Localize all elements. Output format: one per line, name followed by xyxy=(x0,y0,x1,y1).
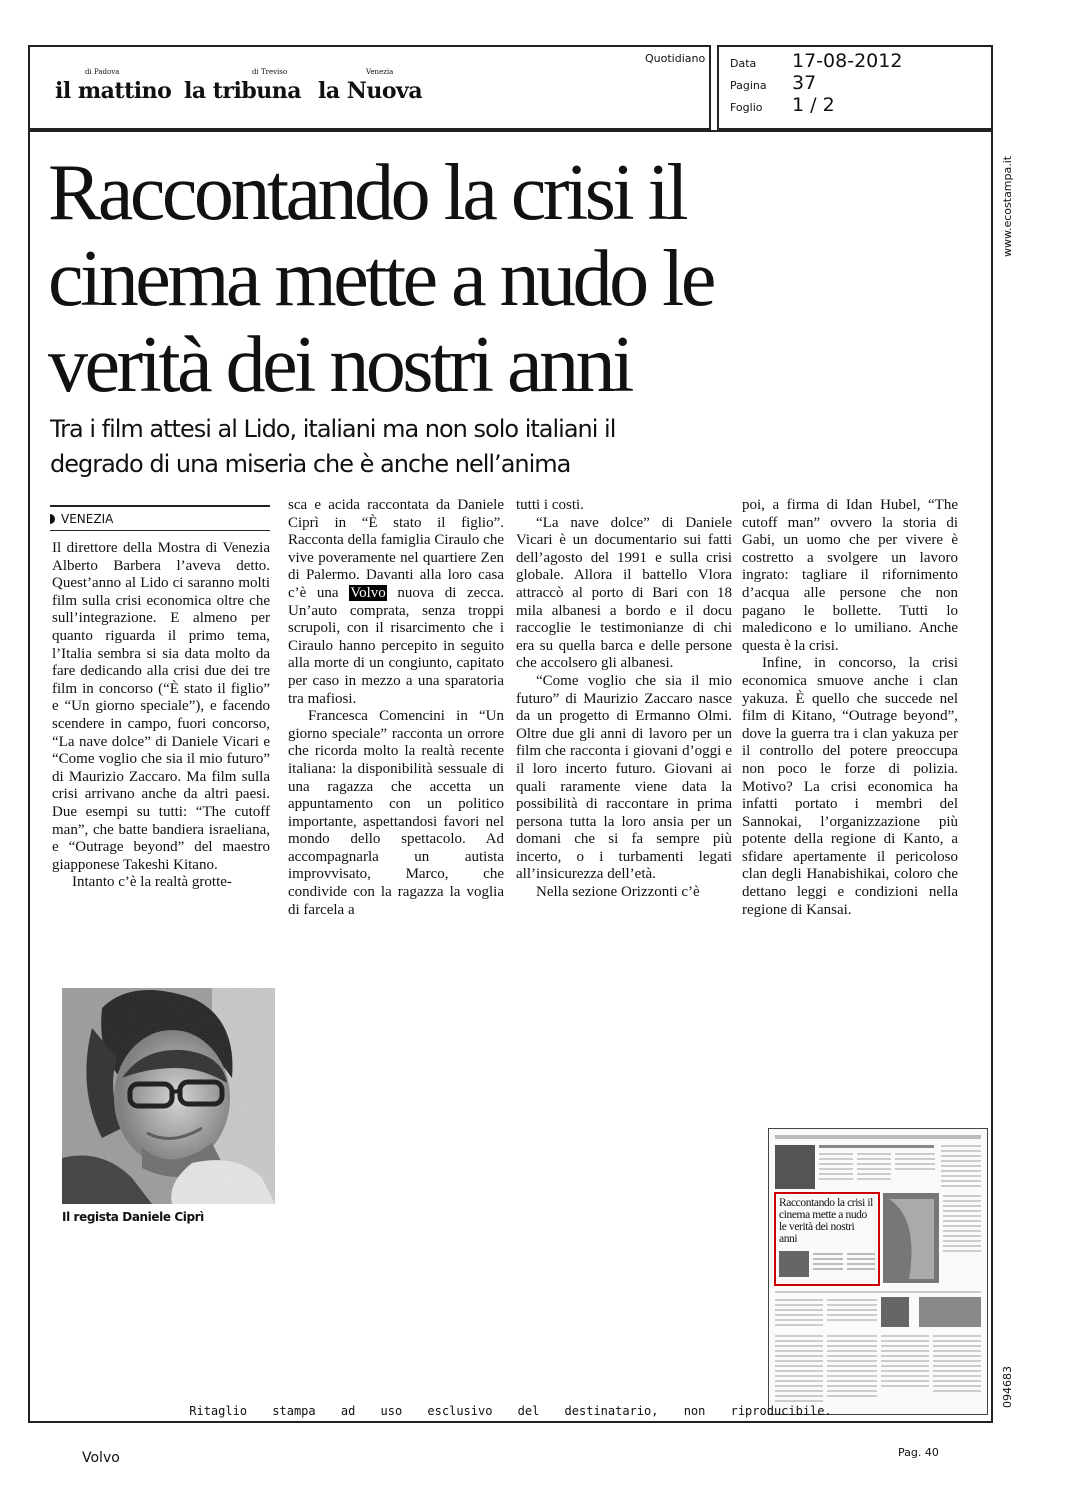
paragraph: “Come voglio che sia il mio futuro” di Maurizio Zaccaro nasce da un progetto di Ermanno Olmi. Oltre due gli anni di lavoro per un film che racconta i giovani d’oggi e il loro incerto futuro. Giovani ai quali raramente viene data la possibilità di raccontare in prima persona tutta la loro ansia per un domani che si fa sempre più incerto, o i turbamenti legati all’insicurezza dell’età. xyxy=(516,672,732,883)
page-label: Volvo xyxy=(82,1450,120,1466)
publication-tag: Venezia xyxy=(366,68,394,76)
paragraph: Nella sezione Orizzonti c’è xyxy=(536,884,700,901)
portrait-image xyxy=(62,988,275,1204)
publication-il-mattino: di Padova il mattino xyxy=(55,68,172,104)
foglio-label: Foglio xyxy=(730,101,763,114)
article-column-3 xyxy=(516,497,732,902)
director-photo xyxy=(62,988,275,1204)
paragraph: tutti i costi. xyxy=(516,497,584,513)
thumbnail-headline: Raccontando la crisi il cinema mette a nudo le verità dei nostri anni xyxy=(779,1197,873,1245)
article-subheadline: Tra i film attesi al Lido, italiani ma non solo italiani il degrado di una miseria che è anche nell’anima xyxy=(50,415,616,478)
article-column-4 xyxy=(742,497,958,919)
highlighted-keyword: Volvo xyxy=(350,584,386,601)
pagina-label: Pagina xyxy=(730,79,767,92)
page-number: Pag. 40 xyxy=(898,1446,939,1459)
paragraph: Infine, in concorso, la crisi economica smuove anche i clan yakuza. È quello che succede nel film di Kitano, “Outrage beyond”, dove la guerra tra i clan yakuza per il controllo del potere preoccupa non poco le forze di polizia. Motivo? La crisi economica ha infatti portato i membri del Sannokai, l’organizzazione più potente della regione di Kanto, a sfidare apertamente il pericoloso clan degli Hanabishikai, coloro che dettano leggi e condizioni nella regione di Kansai. xyxy=(742,655,958,918)
article-kicker: VENEZIA xyxy=(50,505,270,531)
paragraph: Il direttore della Mostra di Venezia Alberto Barbera l’aveva detto. Quest’anno al Lido ci saranno molti film sulla crisi economica oltre che sull’integrazione. E almeno per quanto riguarda il primo tema, l’Italia sembra si sia data molto da fare dedicando alla crisi due dei tre film in concorso (“È stato il figlio” e “Un giorno speciale”), e facendo scendere in campo, fuori concorso, “La nave dolce” di Daniele Vicari e “Come voglio che sia il mio futuro” di Maurizio Zaccaro. Ma film sulla crisi arrivano anche da altri paesi. Due esempi su tutti: “The cutoff man”, che batte bandiera israeliana, e “Outrage beyond” del maestro giapponese Takeshi Kitano. xyxy=(52,540,270,873)
article-column-1 xyxy=(52,540,270,892)
kicker-marker-icon xyxy=(50,514,55,524)
data-label: Data xyxy=(730,57,757,70)
foglio-value: 1 / 2 xyxy=(792,94,835,116)
paragraph: sca e acida raccontata da Daniele Ciprì in “È stato il figlio”. Racconta della famiglia Ciraulo che vive poveramente nel quartiere Zen di Palermo. Davanti alla loro casa c’è una Volvo nuova di zecca. Un’auto comprata, senza troppi scrupoli, con il risarcimento che i Ciraulo hanno percepito in seguito alla morte di un congiunto, capitato per caso in mezzo a una sparatoria tra mafiosi. xyxy=(288,497,505,707)
publication-la-nuova: Venezia la Nuova xyxy=(318,68,423,104)
article-column-2 xyxy=(288,497,504,919)
data-value: 17-08-2012 xyxy=(792,50,903,72)
side-code: 094683 xyxy=(1001,1366,1014,1408)
reproduction-notice: Ritaglio stampa ad uso esclusivo del destinatario, non riproducibile. xyxy=(189,1404,832,1418)
paragraph: “La nave dolce” di Daniele Vicari è un documentario sui fatti dell’agosto del 1991 e sulla crisi globale. Allora il battello Vlora attraccò al porto di Bari con 18 mila albanesi a bordo e il docu raccoglie le testimonianze di chi era su quella barca e delle persone che accolsero gli albanesi. xyxy=(516,514,732,672)
side-url: www.ecostampa.it xyxy=(1001,155,1014,257)
article-headline: Raccontando la crisi il cinema mette a nudo le verità dei nostri anni xyxy=(48,149,713,409)
paragraph: Intanto c’è la realtà grotte- xyxy=(72,874,232,891)
publication-tag: di Padova xyxy=(85,68,120,76)
publication-type: Quotidiano xyxy=(645,52,706,65)
photo-caption: Il regista Daniele Ciprì xyxy=(62,1210,204,1224)
thumbnail-layout xyxy=(769,1129,987,1414)
publication-tag: di Treviso xyxy=(252,68,288,76)
pagina-value: 37 xyxy=(792,72,817,94)
paragraph: Francesca Comencini in “Un giorno speciale” racconta un orrore che ricorda molto la realtà recente italiana: la disponibilità sessuale di una ragazza che accetta un appuntamento con un politico importante, aspettandosi favori nel mondo dello spettacolo. Ad accompagnarla un autista improvvisato, Marco, che condivide con la ragazza la voglia di farcela a xyxy=(288,708,504,918)
paragraph: poi, a firma di Idan Hubel, “The cutoff man” ovvero la storia di Gabi, un uomo che per vivere è costretto a svolgere un lavoro ingrato: tagliare il rifornimento d’acqua alle persone che non pagano le bollette. Tutti lo maledicono e lo umiliano. Anche questa è la crisi. xyxy=(742,497,958,654)
publication-la-tribuna: di Treviso la tribuna xyxy=(184,68,302,104)
page-thumbnail xyxy=(768,1128,988,1415)
